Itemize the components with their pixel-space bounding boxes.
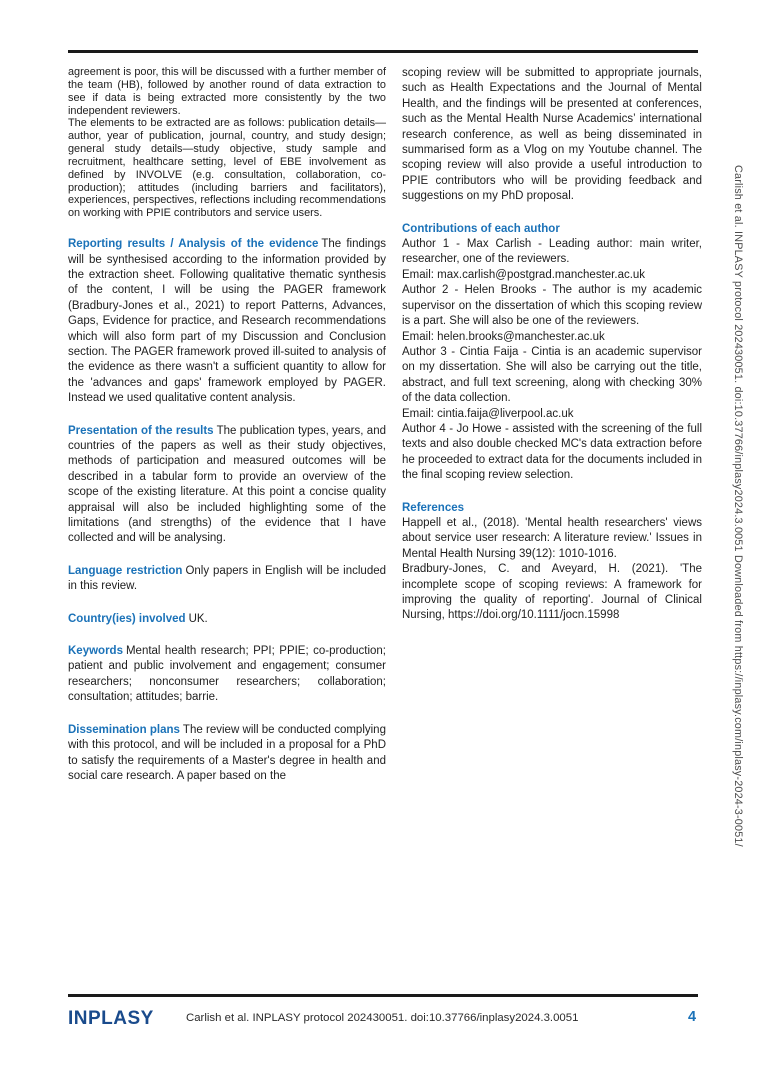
author-4-line: Author 4 - Jo Howe - assisted with the screening of the full texts and also double checked MC's data extraction before he proceeded to extract data for the documents included in the final scoping review selection. xyxy=(402,422,702,482)
sidebar-vertical-citation: Carlish et al. INPLASY protocol 202430051. doi:10.37766/inplasy2024.3.0051 Downloaded from https://inplasy.com/inplasy-2024-3-0051/ xyxy=(732,165,744,847)
section-keywords xyxy=(68,644,386,706)
section-presentation-results xyxy=(68,424,386,547)
author-1-line: Author 1 - Max Carlish - Leading author: main writer, researcher, one of the reviewers. xyxy=(402,238,702,266)
section-reporting-results xyxy=(68,237,386,406)
section-references xyxy=(402,501,702,624)
paragraph-elements-extracted: The elements to be extracted are as follows: publication details—author, year of publication, journal, country, and study design; general study details—study objective, study sample and recruitment, healthcare setting, level of EBE involvement as defined by INVOLVE (e.g. consultation, collaboration, co-production); attitudes (including barriers and facilitators), experiences, perspectives, reflections including recommendations on working with PPIE contributors and service users. xyxy=(68,117,386,220)
paragraph-continuation: agreement is poor, this will be discussed with a further member of the team (HB), followed by another round of data extraction to see if data is being extracted more consistently by the two independent reviewers. xyxy=(68,66,386,117)
section-body: Mental health research; PPI; PPIE; co-production; patient and public involvement and engagement; consumer researchers; nonconsumer researchers; collaboration; consultation; attitudes; barrie. xyxy=(68,645,386,704)
author-2-email: Email: helen.brooks@manchester.ac.uk xyxy=(402,330,605,343)
document-body xyxy=(68,66,702,784)
section-heading: Language restriction xyxy=(68,564,183,577)
section-heading: Dissemination plans xyxy=(68,723,180,736)
section-heading: Presentation of the results xyxy=(68,424,214,437)
section-body: The review will be conducted complying with this protocol, and will be included in a proposal for a PhD to satisfy the requirements of a Master's degree in health and social care research. A paper based on the xyxy=(68,723,386,782)
page-number: 4 xyxy=(688,1009,697,1025)
author-2-line: Author 2 - Helen Brooks - The author is my academic supervisor on the dissertation of which this scoping review is a part. She will also be one of the reviewers. xyxy=(402,284,702,328)
author-3-email: Email: cintia.faija@liverpool.ac.uk xyxy=(402,407,574,420)
footer-citation: Carlish et al. INPLASY protocol 202430051. doi:10.37766/inplasy2024.3.0051 xyxy=(186,1012,579,1024)
inplasy-logo: INPLASY xyxy=(68,1008,154,1029)
section-contributions xyxy=(402,222,702,484)
top-rule xyxy=(68,50,698,53)
left-column xyxy=(68,66,386,784)
references-heading: References xyxy=(402,501,465,514)
paragraph-dissemination-continuation: scoping review will be submitted to appropriate journals, such as Health Expectations and the Journal of Mental Health, and the findings will be presented at conferences, such as the Mental Health Nurse Academics’ international research conference, as well as being disseminated in summarised form as a Vlog on my Youtube channel. The scoping review will also provide a useful introduction to PPIE contributors who will be providing feedback and suggestions on my PhD proposal. xyxy=(402,67,702,203)
section-heading: Keywords xyxy=(68,645,123,658)
bottom-rule xyxy=(68,994,698,997)
reference-entry: Happell et al., (2018). 'Mental health researchers' views about service user research: A literature review.' Issues in Mental Health Nursing 39(12): 1010-1016. xyxy=(402,516,702,560)
author-3-line: Author 3 - Cintia Faija - Cintia is an academic supervisor on my dissertation. She will also be carrying out the title, abstract, and full text screening, along with checking 30% of the data collection. xyxy=(402,345,702,405)
section-language-restriction xyxy=(68,564,386,595)
section-body: The findings will be synthesised according to the information provided by the extraction sheet. Following qualitative thematic synthesis of the content, I will be using the PAGER framework (Bradbury-Jones et al., 2021) to report Patterns, Advances, Gaps, Evidence for practice, and Research recommendations which will also form part of my Discussion and Conclusion section. The PAGER framework proved ill-suited to analysis of the evidence as there wasn't a sufficient quantity to allow for the 'advances and gaps' framework employed by PAGER. Instead we used qualitative content analysis. xyxy=(68,238,386,405)
contributions-heading: Contributions of each author xyxy=(402,222,560,235)
section-body: The publication types, years, and countries of the papers as well as their study objectives, methods of participation and measured outcomes will be described in a tabular form to provide an overview of the scope of the existing literature. At this point a concise quality appraisal will also be included highlighting some of the limitations (and strengths) of the evidence that I have collected and will be analysing. xyxy=(68,424,386,545)
reference-entry: Bradbury-Jones, C. and Aveyard, H. (2021). 'The incomplete scope of scoping reviews: A framework for improving the quality of reporting'. Journal of Clinical Nursing, https://doi.org/10.1111/jocn.15998 xyxy=(402,563,702,622)
section-heading: Reporting results / Analysis of the evidence xyxy=(68,238,319,251)
author-1-email: Email: max.carlish@postgrad.manchester.ac.uk xyxy=(402,268,646,281)
section-heading: Country(ies) involved xyxy=(68,612,186,625)
section-dissemination-plans xyxy=(68,723,386,785)
section-body: Only papers in English will be included in this review. xyxy=(68,564,387,593)
section-body: UK. xyxy=(188,612,208,625)
right-column xyxy=(402,66,702,624)
section-country-involved xyxy=(68,612,386,627)
